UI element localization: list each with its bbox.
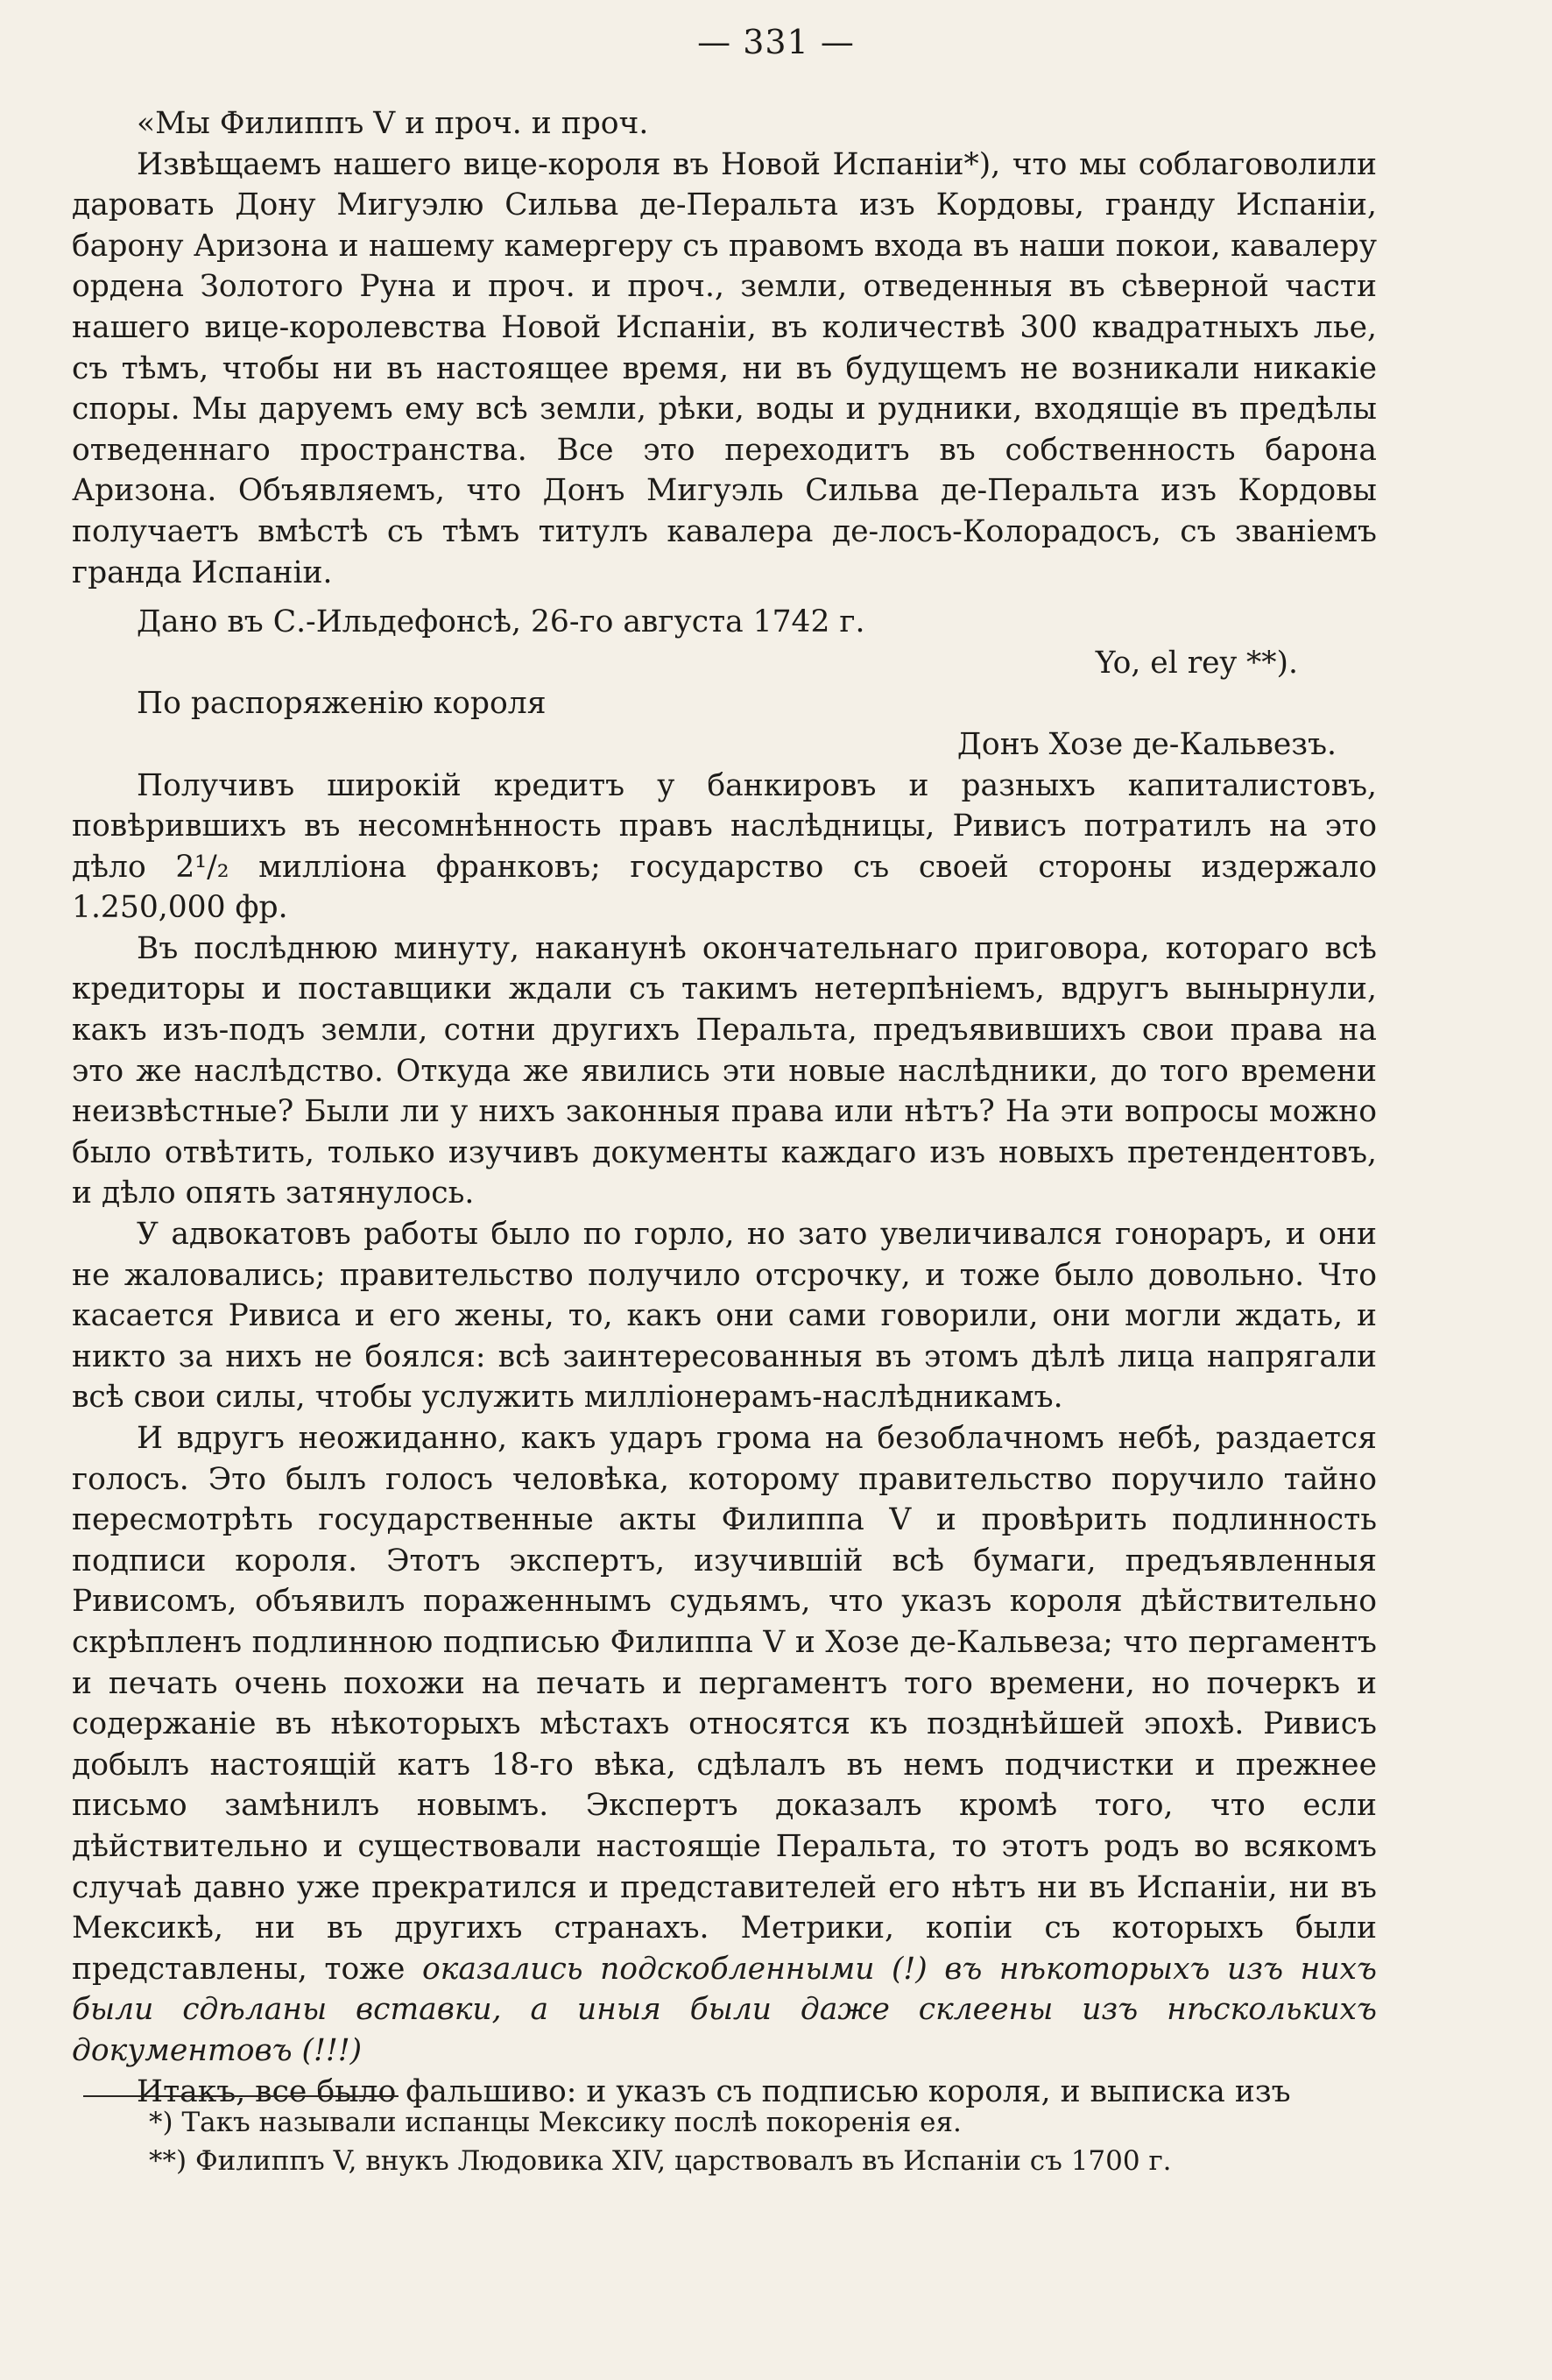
paragraph-text: И вдругъ неожиданно, какъ ударъ грома на безоблачномъ небѣ, раздается голосъ. Это былъ голосъ человѣка, которому правительство поручило тайно пересмотрѣть государственные акты Филиппа V и провѣрить подлинность подписи короля. Этотъ экспертъ, изучившій всѣ бумаги, предъявленныя Ривисомъ, объявилъ пораженнымъ судьямъ, что указъ короля дѣйствительно скрѣпленъ подлинною подписью Филиппа V и Хозе де-Кальвеза; что пергаментъ и печать очень похожи на печать и пергаментъ того времени, но почеркъ и содержаніе въ нѣкоторыхъ мѣстахъ относятся къ позднѣйшей эпохѣ. Ривисъ добылъ настоящій катъ 18-го вѣка, сдѣлалъ въ немъ подчистки и прежнее письмо замѣнилъ новымъ. Экспертъ доказалъ кромѣ того, что если дѣйствительно и существовали настоящіе Перальта, то этотъ родъ во всякомъ случаѣ давно уже прекратился и представителей его нѣтъ ни въ Испаніи, ни въ Мексикѣ, ни въ другихъ странахъ. Метрики, копіи съ которыхъ были представлены, тоже	[72, 1421, 1377, 1987]
footnote: *) Такъ называли испанцы Мексику послѣ покоренія ея.	[149, 2107, 962, 2138]
paragraph	[72, 1418, 1377, 2072]
paragraph: По распоряженію короля	[137, 686, 547, 722]
footnote-divider	[83, 2095, 399, 2097]
paragraph: Итакъ, все было фальшиво: и указъ съ подписью короля, и выписка изъ	[137, 2073, 1291, 2109]
page-number: — 331 —	[697, 23, 855, 61]
paragraph: «Мы Филиппъ V и проч. и проч.	[137, 106, 649, 141]
paragraph: Извѣщаемъ нашего вице-короля въ Новой Испаніи*), что мы соблаговолили даровать Дону Мигуэлю Сильва де-Перальта изъ Кордовы, гранду Испаніи, барону Аризона и нашему камергеру съ правомъ входа въ наши покои, кавалеру ордена Золотого Руна и проч. и проч., земли, отведенныя въ сѣверной части нашего вице-королевства Новой Испаніи, въ количествѣ 300 квадратныхъ лье, съ тѣмъ, чтобы ни въ настоящее время, ни въ будущемъ не возникали никакіе споры. Мы даруемъ ему всѣ земли, рѣки, воды и рудники, входящіе въ предѣлы отведеннаго пространства. Все это переходитъ въ собственность барона Аризона. Объявляемъ, что Донъ Мигуэль Сильва де-Перальта изъ Кордовы получаетъ вмѣстѣ съ тѣмъ титулъ кавалера де-лосъ-Колорадосъ, съ званіемъ гранда Испаніи.	[72, 146, 1377, 590]
page-body	[72, 103, 1377, 2112]
signature-line: Донъ Хозе де-Кальвезъ.	[956, 726, 1337, 762]
paragraph: У адвокатовъ работы было по горло, но зато увеличивался гонораръ, и они не жаловались; правительство получило отсрочку, и тоже было довольно. Что касается Ривиса и его жены, то, какъ они сами говорили, они могли ждать, и никто за нихъ не боялся: всѣ заинтересованныя въ этомъ дѣлѣ лица напрягали всѣ свои силы, чтобы услужить милліонерамъ-наслѣдникамъ.	[72, 1217, 1377, 1416]
signature-line: Yo, el rey **).	[1095, 645, 1298, 681]
footnotes	[149, 2103, 1375, 2180]
footnote: **) Филиппъ V, внукъ Людовика XIV, царствовалъ въ Испаніи съ 1700 г.	[149, 2145, 1172, 2177]
paragraph: Въ послѣднюю минуту, наканунѣ окончательнаго приговора, котораго всѣ кредиторы и поставщики ждали съ такимъ нетерпѣніемъ, вдругъ вынырнули, какъ изъ-подъ земли, сотни другихъ Перальта, предъявившихъ свои права на это же наслѣдство. Откуда же явились эти новые наслѣдники, до того времени неизвѣстные? Были ли у нихъ законныя права или нѣтъ? На эти вопросы можно было отвѣтить, только изучивъ документы каждаго изъ новыхъ претендентовъ, и дѣло опять затянулось.	[72, 930, 1377, 1211]
paragraph: Дано въ С.-Ильдефонсѣ, 26-го августа 1742 г.	[137, 604, 865, 640]
paragraph: Получивъ широкій кредитъ у банкировъ и разныхъ капиталистовъ, повѣрившихъ въ несомнѣнность правъ наслѣдницы, Ривисъ потратилъ на это дѣло 2¹/₂ милліона франковъ; государство съ своей стороны издержало 1.250,000 фр.	[72, 767, 1377, 926]
italic-text: оказались подскобленными (!) въ нѣкоторыхъ изъ нихъ были сдѣланы вставки, а иныя были даже склеены изъ нѣсколькихъ документовъ (!!!)	[72, 1951, 1377, 2068]
